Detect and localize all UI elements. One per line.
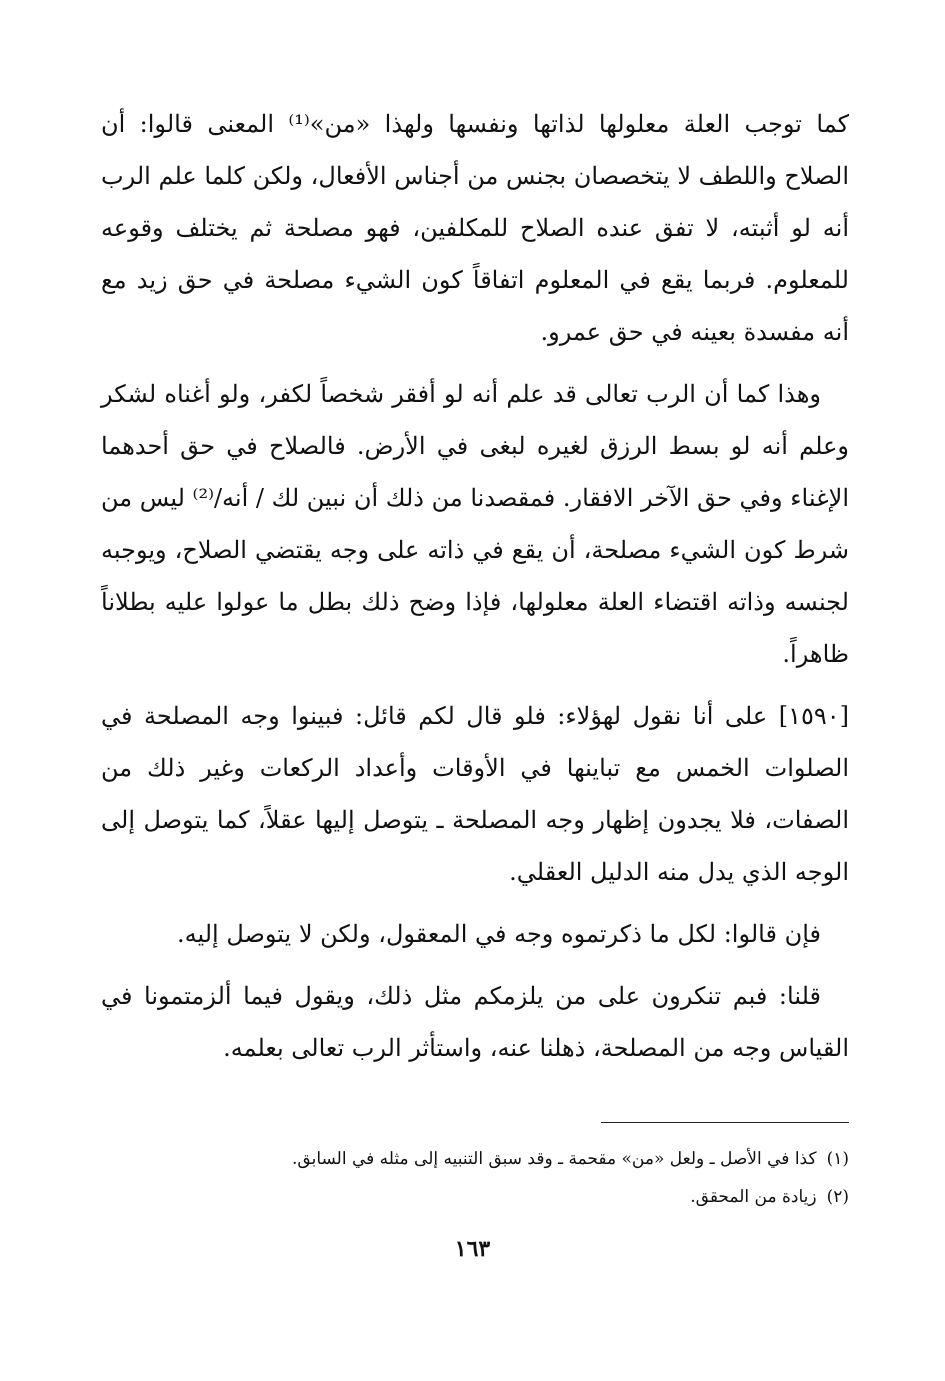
- footnote-number: (٢): [826, 1187, 849, 1207]
- footnote-number: (١): [826, 1149, 849, 1169]
- paragraph-2: وهذا كما أن الرب تعالى قد علم أنه لو أفقر شخصاً لكفر، ولو أغناه لشكر وعلم أنه لو بسط الرزق لغيره لبغى في الأرض. فالصلاح في حق أحدهما الإغناء وفي حق الآخر الافقار. فمقصدنا من ذلك أن نبين لك / أنه/⁽²⁾ ليس من شرط كون الشيء مصلحة، أن يقع في ذاته على وجه يقتضي الصلاح، ويوجبه لجنسه وذاته اقتضاء العلة معلولها، فإذا وضح ذلك بطل ما عولوا عليه بطلاناً ظاهراً.: [101, 380, 849, 668]
- paragraph-1: كما توجب العلة معلولها لذاتها ونفسها ولهذا «من»⁽¹⁾ المعنى قالوا: أن الصلاح واللطف لا يتخصصان بجنس من أجناس الأفعال، ولكن كلما علم الرب أنه لو أثبته، لا تفق عنده الصلاح للمكلفين، فهو مصلحة ثم يختلف وقوعه للمعلوم. فربما يقع في المعلوم اتفاقاً كون الشيء مصلحة في حق زيد مع أنه مفسدة بعينه في حق عمرو.: [101, 110, 849, 346]
- footnote-separator: [601, 1122, 849, 1123]
- footnote-2: [101, 1178, 849, 1216]
- footnote-text: زيادة من المحقق.: [690, 1187, 817, 1207]
- main-text-block: [101, 98, 849, 1084]
- footnote-text: كذا في الأصل ـ ولعل «من» مقحمة ـ وقد سبق التنبيه إلى مثله في السابق.: [292, 1149, 817, 1169]
- paragraph-4: فإن قالوا: لكل ما ذكرتموه وجه في المعقول، ولكن لا يتوصل إليه.: [176, 920, 821, 948]
- footnotes-block: [101, 1140, 849, 1216]
- paragraph-3: [١٥٩٠] على أنا نقول لهؤلاء: فلو قال لكم قائل: فبينوا وجه المصلحة في الصلوات الخمس مع تباينها في الأوقات وأعداد الركعات وغير ذلك من الصفات، فلا يجدون إظهار وجه المصلحة ـ يتوصل إليها عقلاً، كما يتوصل إلى الوجه الذي يدل منه الدليل العقلي.: [101, 702, 849, 886]
- footnote-1: [101, 1140, 849, 1178]
- page-number: ١٦٣: [454, 1236, 491, 1262]
- paragraph-5: قلنا: فبم تنكرون على من يلزمكم مثل ذلك، ويقول فيما ألزمتمونا في القياس وجه من المصلحة، ذهلنا عنه، واستأثر الرب تعالى بعلمه.: [101, 982, 849, 1062]
